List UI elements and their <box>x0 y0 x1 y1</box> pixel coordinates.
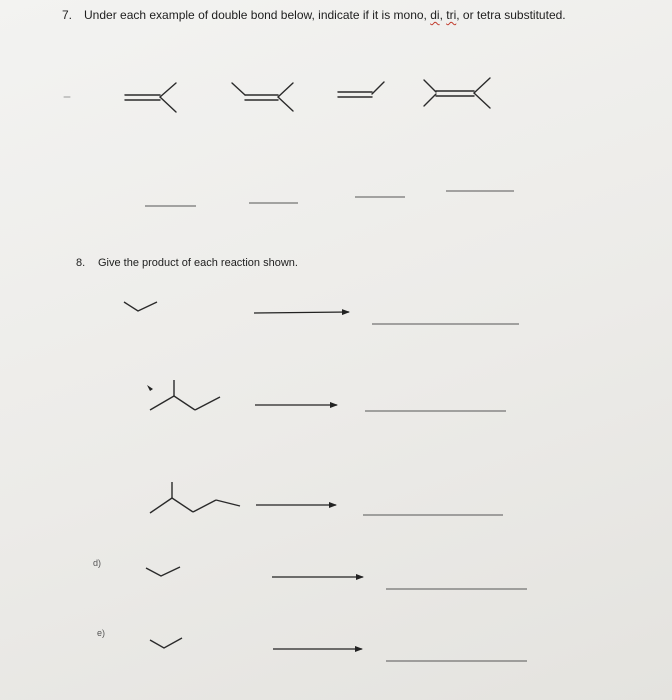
question-8-number: 8. <box>76 257 86 269</box>
reactant-b <box>150 380 220 410</box>
question-7-text-end: , or tetra substituted. <box>456 8 566 22</box>
question-7-text-start: Under each example of double bond below, indicate if it is mono, <box>84 8 431 22</box>
reaction-c <box>150 482 503 515</box>
reactant-c <box>150 482 240 513</box>
word-tri: tri <box>446 8 457 22</box>
q7-answer-blanks <box>145 191 514 206</box>
alkene-structure-1 <box>125 83 176 112</box>
reactant-e <box>150 638 182 648</box>
part-e-label: e) <box>97 628 106 638</box>
reaction-e <box>150 638 527 661</box>
alkene-structure-2 <box>232 83 293 111</box>
stray-arrowhead-mark <box>147 385 153 391</box>
word-di: di <box>430 8 440 22</box>
part-d-label: d) <box>93 558 102 568</box>
reactant-d <box>146 567 180 576</box>
question-7-number: 7. <box>62 8 73 22</box>
reaction-b <box>147 380 506 411</box>
question-8-text: Give the product of each reaction shown. <box>98 257 298 269</box>
reaction-d <box>146 567 527 589</box>
reactant-a <box>124 302 157 311</box>
reaction-a <box>124 302 519 324</box>
reaction-arrow-a <box>254 312 349 313</box>
alkene-structure-3 <box>338 82 384 97</box>
question-7-comma: , <box>439 8 447 22</box>
alkene-structure-4 <box>424 78 490 108</box>
